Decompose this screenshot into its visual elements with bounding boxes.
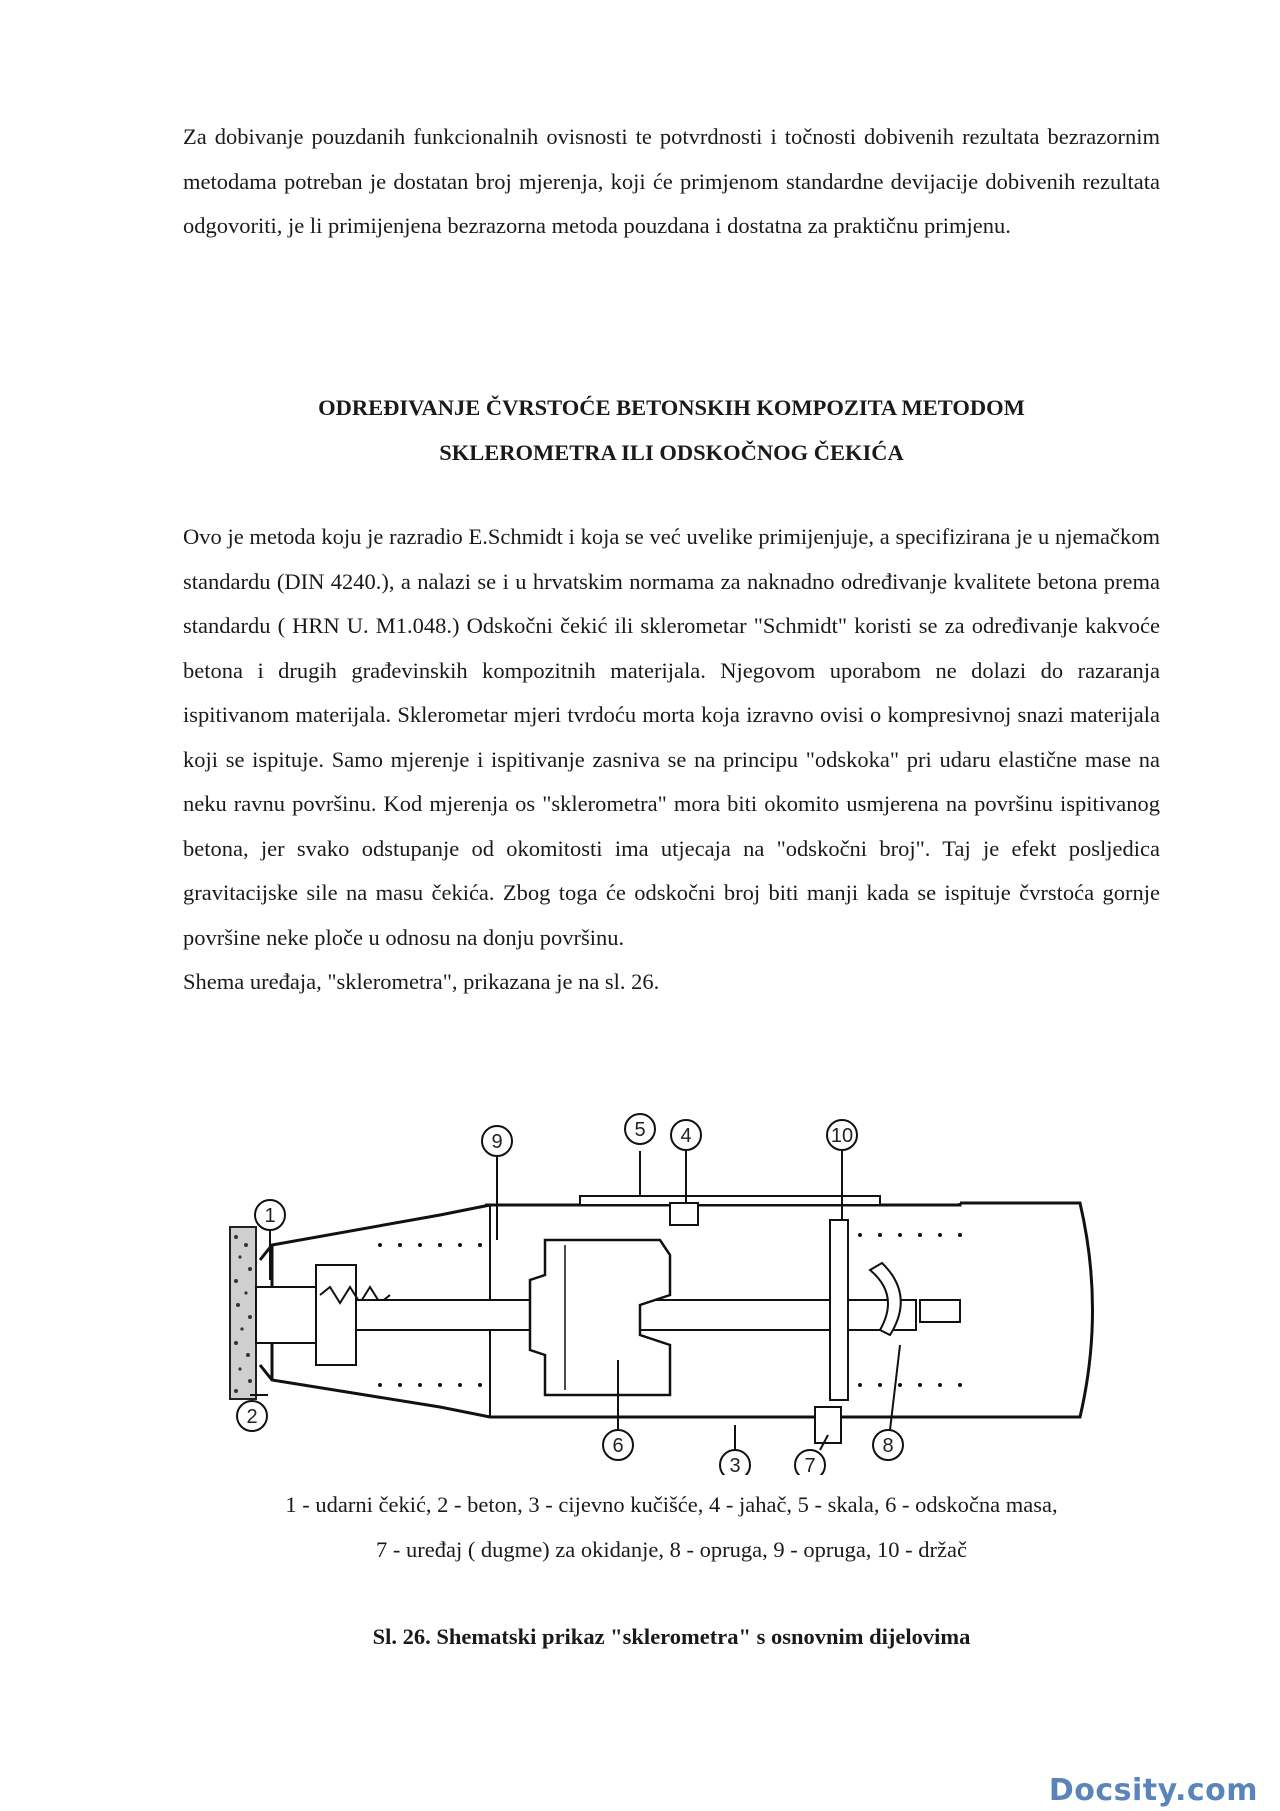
label-9: 9	[491, 1131, 503, 1153]
label-4: 4	[680, 1125, 692, 1147]
intro-paragraph	[183, 115, 1160, 249]
intro-text: Za dobivanje pouzdanih funkcionalnih ovisnosti te potvrdnosti i točnosti dobivenih rezultata bezrazornim metodama potreban je dostatan broj mjerenja, koji će primjenom standardne devijacije dobivenih rezultata odgovoriti, je li primijenjena bezrazorna metoda pouzdana i dostatna za praktičnu primjenu.	[183, 124, 1160, 238]
figure-legend	[183, 1483, 1160, 1572]
legend-line-2: 7 - uređaj ( dugme) za okidanje, 8 - opruga, 9 - opruga, 10 - držač	[375, 1536, 968, 1562]
docsity-watermark: Docsity.com	[1048, 1773, 1258, 1808]
body-text: Ovo je metoda koju je razradio E.Schmidt i koja se već uvelike primijenjuje, a specifizirana je u njemačkom standardu (DIN 4240.), a nalazi se i u hrvatskim normama za naknadno određivanje kvalitete betona prema standardu ( HRN U. M1.048.) Odskočni čekić ili sklerometar "Schmidt" koristi se za određivanje kakvoće betona i drugih građevinskih kompozitnih materijala. Njegovom uporabom ne dolazi do razaranja ispitivanom materijala. Sklerometar mjeri tvrdoću morta koja izravno ovisi o kompresivnoj snazi materijala koji se ispituje. Samo mjerenje i ispitivanje zasniva se na principu "odskoka" pri udaru elastične mase na neku ravnu površinu. Kod mjerenja os "sklerometra" mora biti okomito usmjerena na površinu ispitivanog betona, jer svako odstupanje od okomitosti ima utjecaja na "odskočni broj". Taj je efekt posljedica gravitacijske sile na masu čekića. Zbog toga će odskočni broj biti manji kada se ispituje čvrstoća gornje površine neke ploče u odnosu na donju površinu.	[183, 524, 1160, 950]
label-2: 2	[246, 1406, 258, 1428]
figure-title: Sl. 26. Shematski prikaz "sklerometra" s osnovnim dijelovima	[372, 1624, 971, 1649]
heading-line-2: SKLEROMETRA ILI ODSKOČNOG ČEKIĆA	[439, 439, 904, 465]
label-8: 8	[882, 1435, 894, 1457]
label-6: 6	[612, 1435, 624, 1457]
body-paragraph	[183, 515, 1160, 1005]
label-7: 7	[804, 1455, 816, 1475]
trigger-button	[815, 1407, 841, 1443]
label-10: 10	[830, 1125, 854, 1147]
body-last-line: Shema uređaja, "sklerometra", prikazana je na sl. 26.	[183, 969, 660, 994]
heading-line-1: ODREĐIVANJE ČVRSTOĆE BETONSKIH KOMPOZITA METODOM	[318, 395, 1025, 420]
section-heading	[183, 386, 1160, 475]
concrete-surface	[230, 1227, 256, 1399]
sclerometer-diagram	[200, 1095, 1140, 1475]
legend-line-1: 1 - udarni čekić, 2 - beton, 3 - cijevno kučišće, 4 - jahač, 5 - skala, 6 - odskočna masa,	[285, 1492, 1058, 1517]
sclerometer-drawing	[200, 1095, 1140, 1475]
label-1: 1	[264, 1205, 276, 1227]
label-5: 5	[634, 1119, 646, 1141]
label-3: 3	[729, 1455, 741, 1475]
